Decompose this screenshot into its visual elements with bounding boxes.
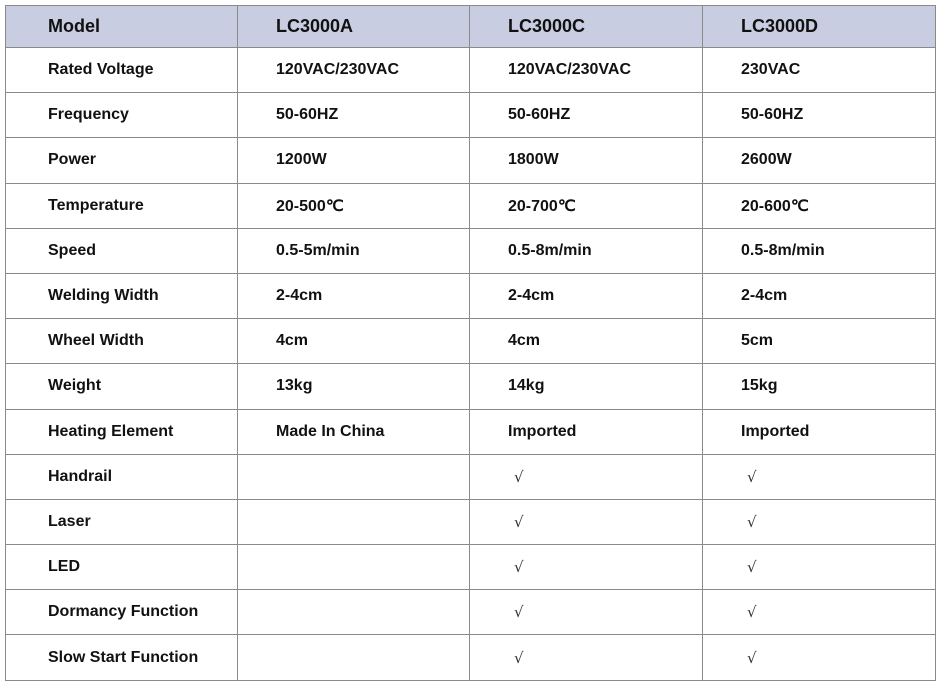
row-label-cell: LED [6, 545, 238, 590]
value-cell-lc3000a [238, 499, 470, 544]
header-cell-model: Model [6, 6, 238, 48]
value-cell-lc3000c: √ [470, 454, 703, 499]
value-cell-lc3000c: Imported [470, 409, 703, 454]
row-label-cell: Slow Start Function [6, 635, 238, 680]
row-label-cell: Weight [6, 364, 238, 409]
value-cell-lc3000c: √ [470, 499, 703, 544]
table-row [6, 48, 936, 93]
row-label-cell: Frequency [6, 93, 238, 138]
row-label-cell: Dormancy Function [6, 590, 238, 635]
header-row [6, 6, 936, 48]
value-cell-lc3000a [238, 454, 470, 499]
table-row [6, 545, 936, 590]
value-cell-lc3000a [238, 545, 470, 590]
value-cell-lc3000a: 4cm [238, 319, 470, 364]
row-label-cell: Temperature [6, 183, 238, 228]
table-row [6, 364, 936, 409]
table-row [6, 183, 936, 228]
table-row [6, 319, 936, 364]
value-cell-lc3000d: √ [703, 590, 936, 635]
value-cell-lc3000a: 20-500℃ [238, 183, 470, 228]
value-cell-lc3000c: 50-60HZ [470, 93, 703, 138]
row-label-cell: Rated Voltage [6, 48, 238, 93]
value-cell-lc3000d: √ [703, 499, 936, 544]
value-cell-lc3000c: √ [470, 545, 703, 590]
value-cell-lc3000d: 20-600℃ [703, 183, 936, 228]
table-body [6, 48, 936, 681]
table-row [6, 138, 936, 183]
row-label-cell: Power [6, 138, 238, 183]
value-cell-lc3000d: √ [703, 635, 936, 680]
table-row [6, 454, 936, 499]
row-label-cell: Heating Element [6, 409, 238, 454]
value-cell-lc3000d: 5cm [703, 319, 936, 364]
table-header [6, 6, 936, 48]
header-cell-lc3000c: LC3000C [470, 6, 703, 48]
value-cell-lc3000a: 1200W [238, 138, 470, 183]
value-cell-lc3000d: 2-4cm [703, 273, 936, 318]
value-cell-lc3000d: 50-60HZ [703, 93, 936, 138]
table-row [6, 273, 936, 318]
value-cell-lc3000d: 0.5-8m/min [703, 228, 936, 273]
value-cell-lc3000c: 1800W [470, 138, 703, 183]
spec-comparison-table [5, 5, 936, 681]
value-cell-lc3000c: 120VAC/230VAC [470, 48, 703, 93]
value-cell-lc3000c: 14kg [470, 364, 703, 409]
value-cell-lc3000d: √ [703, 545, 936, 590]
value-cell-lc3000a: 2-4cm [238, 273, 470, 318]
row-label-cell: Speed [6, 228, 238, 273]
value-cell-lc3000a [238, 635, 470, 680]
value-cell-lc3000a: 13kg [238, 364, 470, 409]
value-cell-lc3000d: √ [703, 454, 936, 499]
table-row [6, 635, 936, 680]
header-cell-lc3000d: LC3000D [703, 6, 936, 48]
value-cell-lc3000a: 120VAC/230VAC [238, 48, 470, 93]
header-cell-lc3000a: LC3000A [238, 6, 470, 48]
value-cell-lc3000a: 50-60HZ [238, 93, 470, 138]
row-label-cell: Handrail [6, 454, 238, 499]
value-cell-lc3000c: 4cm [470, 319, 703, 364]
value-cell-lc3000c: 0.5-8m/min [470, 228, 703, 273]
value-cell-lc3000c: 2-4cm [470, 273, 703, 318]
value-cell-lc3000a: Made In China [238, 409, 470, 454]
value-cell-lc3000c: √ [470, 590, 703, 635]
row-label-cell: Laser [6, 499, 238, 544]
row-label-cell: Wheel Width [6, 319, 238, 364]
table-row [6, 93, 936, 138]
value-cell-lc3000c: 20-700℃ [470, 183, 703, 228]
table-row [6, 499, 936, 544]
value-cell-lc3000a: 0.5-5m/min [238, 228, 470, 273]
table-row [6, 228, 936, 273]
value-cell-lc3000d: 2600W [703, 138, 936, 183]
value-cell-lc3000d: 15kg [703, 364, 936, 409]
row-label-cell: Welding Width [6, 273, 238, 318]
table-row [6, 409, 936, 454]
value-cell-lc3000d: 230VAC [703, 48, 936, 93]
value-cell-lc3000c: √ [470, 635, 703, 680]
value-cell-lc3000a [238, 590, 470, 635]
table-row [6, 590, 936, 635]
value-cell-lc3000d: Imported [703, 409, 936, 454]
